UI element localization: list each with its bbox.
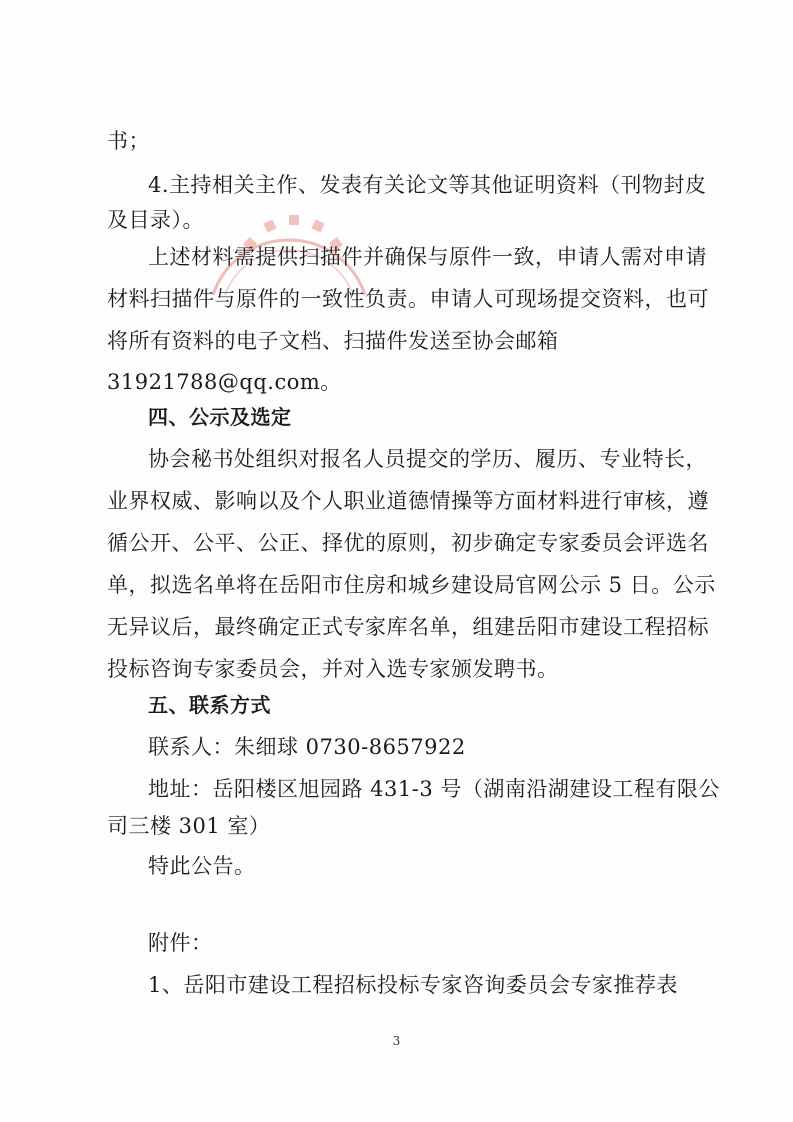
text-line: 及目录）。 xyxy=(107,208,204,232)
text-line: 循公开、公平、公正、择优的原则，初步确定专家委员会评选名 xyxy=(107,531,709,555)
text-line: 司三楼 301 室） xyxy=(107,814,271,838)
section-heading: 四、公示及选定 xyxy=(148,405,292,429)
text-line: 特此公告。 xyxy=(148,854,256,878)
text-line: 书； xyxy=(107,129,150,153)
text-line: 协会秘书处组织对报名人员提交的学历、履历、专业特长， xyxy=(148,447,707,471)
attachment-item: 1、岳阳市建设工程招标投标专家咨询委员会专家推荐表 xyxy=(148,973,678,997)
text-line: 上述材料需提供扫描件并确保与原件一致，申请人需对申请 xyxy=(148,245,707,269)
address-line: 地址：岳阳楼区旭园路 431-3 号（湖南沿湖建设工程有限公 xyxy=(148,777,720,801)
text-line: 无异议后，最终确定正式专家库名单，组建岳阳市建设工程招标 xyxy=(107,615,709,639)
text-line: 单，拟选名单将在岳阳市住房和城乡建设局官网公示 5 日。公示 xyxy=(107,573,716,597)
text-line: 投标咨询专家委员会，并对入选专家颁发聘书。 xyxy=(107,657,559,681)
text-line: 业界权威、影响以及个人职业道德情操等方面材料进行审核，遵 xyxy=(107,489,709,513)
text-line: 4.主持相关主作、发表有关论文等其他证明资料（刊物封皮 xyxy=(148,173,707,197)
attachment-label: 附件： xyxy=(148,931,213,955)
page-number: 3 xyxy=(392,1034,401,1048)
section-heading: 五、联系方式 xyxy=(148,693,271,717)
contact-person: 联系人：朱细球 0730-8657922 xyxy=(148,735,466,759)
text-line: 31921788@qq.com。 xyxy=(107,370,342,394)
text-line: 材料扫描件与原件的一致性负责。申请人可现场提交资料，也可 xyxy=(107,287,709,311)
text-line: 将所有资料的电子文档、扫描件发送至协会邮箱 xyxy=(107,329,559,353)
